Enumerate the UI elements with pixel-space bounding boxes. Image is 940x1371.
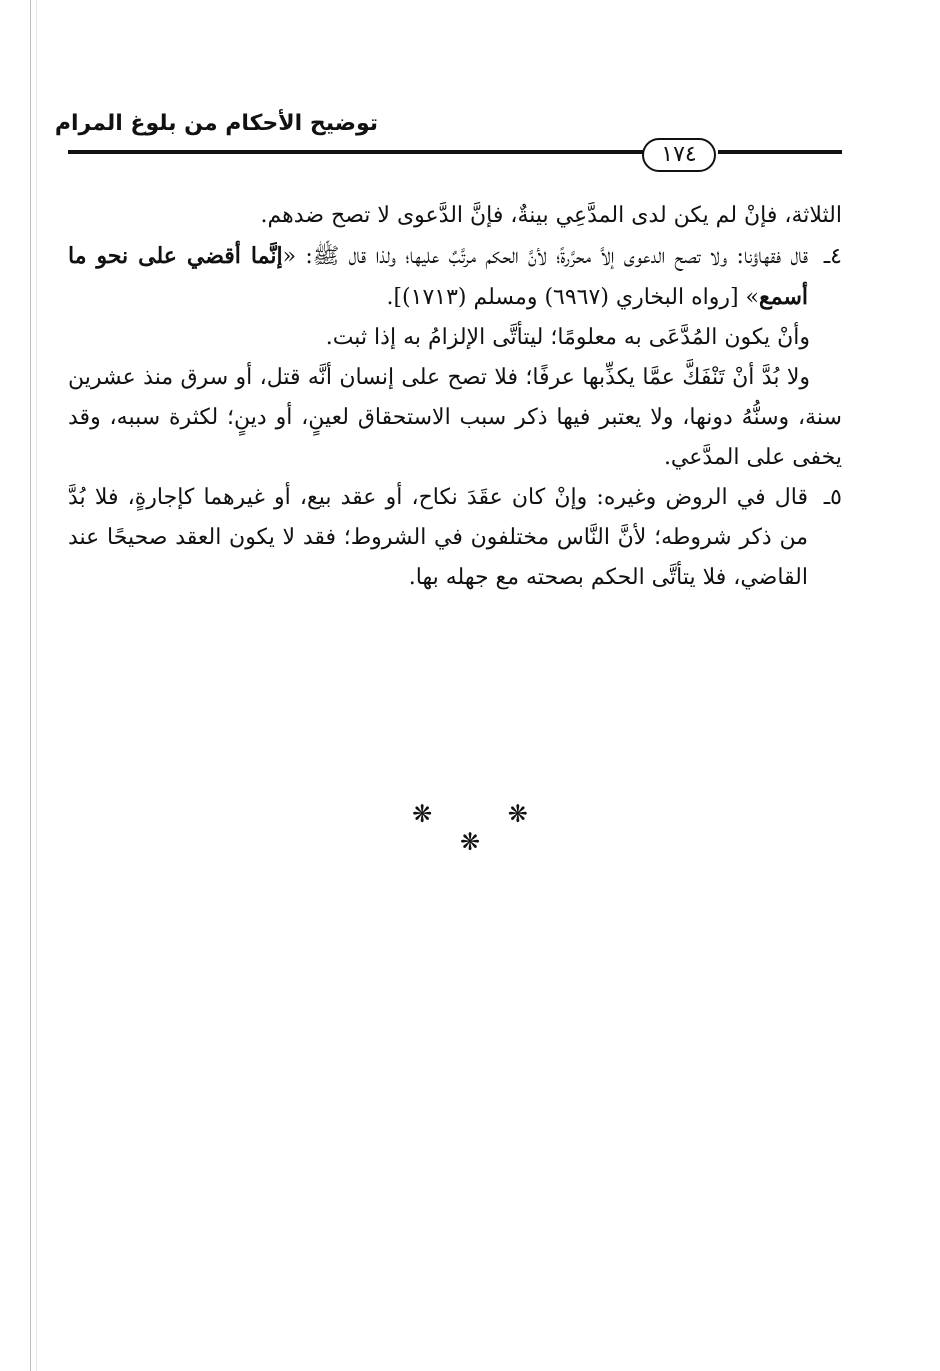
- main-text: [68, 196, 842, 598]
- paragraph: [68, 358, 842, 478]
- page-number: ١٧٤: [642, 138, 716, 172]
- paragraph-text: ولا بُدَّ أنْ تَنْفَكَّ عمَّا يكذِّبها عرفًا؛ فلا تصح على إنسان أنَّه قتل، أو سرق منذ عشرين سنة، وسنُّهُ دونها، ولا يعتبر فيها ذكر سبب الاستحقاق لعينٍ، أو دينٍ؛ لكثرة سببه، وقد يخفى على المدَّعي.: [68, 365, 842, 470]
- paragraph-text: الثلاثة، فإنْ لم يكن لدى المدَّعِي بينةٌ، فإنَّ الدَّعوى لا تصح ضدهم.: [260, 203, 842, 228]
- scan-edge-line: [36, 0, 37, 1371]
- running-title: توضيح الأحكام من بلوغ المرام: [54, 111, 378, 136]
- paragraph-text: وأنْ يكون المُدَّعَى به معلومًا؛ ليتأتَّى الإلزامُ به إذا ثبت.: [325, 325, 810, 350]
- paragraph-text: قال فقهاؤنا: ولا تصح الدعوى إلاَّ محرَّرةً؛ لأنَّ الحكم مرتَّبٌ عليها؛ ولذا قال ﷺ: «: [282, 244, 808, 269]
- paragraph-text: قال في الروض وغيره: وإنْ كان عقَدَ نكاح، أو عقد بيع، أو غيرهما كإجارةٍ، فلا بُدَّ من ذكر شروطه؛ لأنَّ النَّاس مختلفون في الشروط؛ فقد لا يكون العقد صحيحًا عند القاضي، فلا يتأتَّى الحكم بصحته مع جهله بها.: [68, 485, 808, 590]
- paragraph-item-4: [68, 236, 842, 318]
- scan-edge-line: [30, 0, 31, 1371]
- section-separator: ❋ ❋ ❋: [412, 800, 562, 856]
- header-rule-left: [68, 150, 643, 154]
- header-rule-right: [718, 150, 842, 154]
- item-number: ٤ـ: [823, 244, 842, 269]
- hadith-citation: » [رواه البخاري (٦٩٦٧) ومسلم (١٧١٣)].: [386, 285, 760, 310]
- paragraph-item-5: [68, 478, 842, 598]
- paragraph-continuation: [68, 196, 842, 236]
- hadith-quote: إنَّما أقضي على نحو ما أسمع: [68, 243, 808, 310]
- paragraph: [68, 318, 842, 358]
- item-number: ٥ـ: [823, 485, 842, 510]
